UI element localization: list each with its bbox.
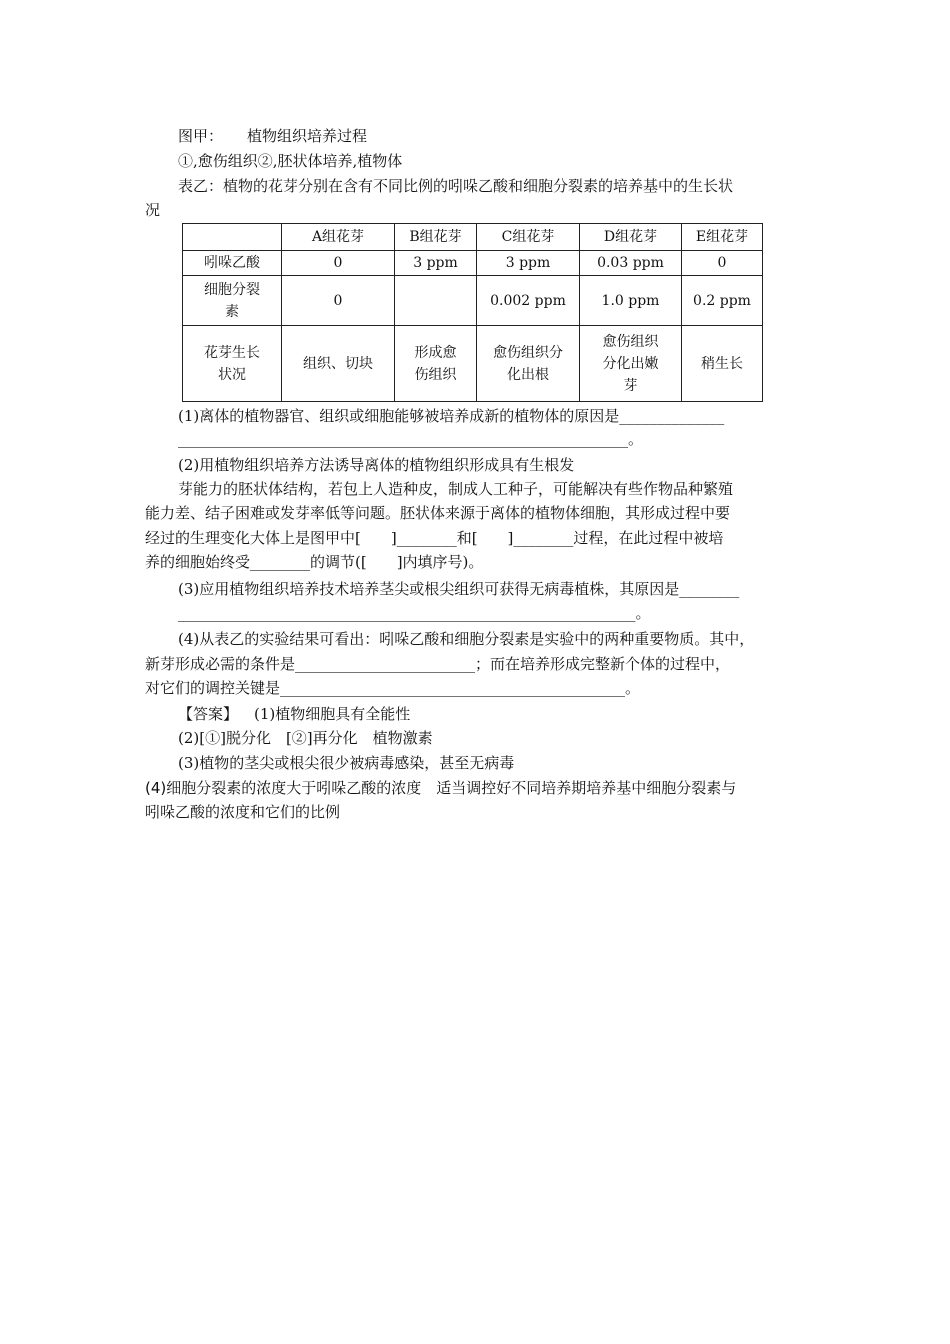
- table-cell: 0.03 ppm: [580, 251, 682, 276]
- table-header-cell: E组花芽: [682, 224, 763, 251]
- table-caption-line1: 表乙：植物的花芽分别在含有不同比例的吲哚乙酸和细胞分裂素的培养基中的生长状: [178, 177, 734, 195]
- question-4-line2: 新芽形成必需的条件是________________________；而在培养形成完整新个体的过程中，: [145, 655, 731, 673]
- question-2-line4: 经过的生理变化大体上是图甲中[ ]________和[ ]________过程，在此过程中被培: [145, 529, 724, 547]
- table-cell: 0: [682, 251, 763, 276]
- figure-title: 植物组织培养过程: [247, 127, 368, 145]
- table-row-label-line: 花芽生长: [204, 344, 260, 361]
- table-row-label-line: 细胞分裂: [204, 281, 260, 298]
- table-row-label-line: 素: [225, 303, 239, 320]
- answer-label: 【答案】: [178, 705, 239, 723]
- question-4-line3: 对它们的调控关键是______________________________________________。: [145, 679, 641, 697]
- question-3-line1: (3)应用植物组织培养技术培养茎尖或根尖组织可获得无病毒植株，其原因是________: [178, 580, 740, 598]
- data-table: [182, 223, 763, 402]
- question-1-line1: (1)离体的植物器官、组织或细胞能够被培养成新的植物体的原因是______________: [178, 407, 725, 425]
- table-row-label: 吲哚乙酸: [183, 251, 282, 276]
- figure-label: 图甲：: [178, 127, 224, 145]
- figure-caption: [178, 125, 367, 147]
- table-cell: [395, 326, 477, 402]
- table-cell: 组织、切块: [282, 326, 395, 402]
- table-cell: 0: [282, 251, 395, 276]
- answer-1: (1)植物细胞具有全能性: [254, 705, 411, 723]
- table-header-cell: [183, 224, 282, 251]
- figure-steps: ①,愈伤组织②,胚状体培养,植物体: [178, 152, 403, 170]
- table-header-row: [183, 224, 763, 251]
- table-row: [183, 276, 763, 326]
- answer-4-line2: 吲哚乙酸的浓度和它们的比例: [145, 803, 341, 821]
- question-2-line2: 芽能力的胚状体结构，若包上人造种皮，制成人工种子，可能解决有些作物品种繁殖: [178, 480, 734, 498]
- table-row-label-line: 状况: [218, 366, 246, 383]
- table-cell: [395, 276, 477, 326]
- answer-4-line1: (4)细胞分裂素的浓度大于吲哚乙酸的浓度 适当调控好不同培养期培养基中细胞分裂素与: [145, 779, 737, 797]
- table-cell-line: 愈伤组织分: [493, 344, 563, 361]
- table-cell: [580, 326, 682, 402]
- table-row: [183, 326, 763, 402]
- table-cell-line: 形成愈: [414, 344, 457, 361]
- table-header-cell: A组花芽: [282, 224, 395, 251]
- table-cell-line: 分化出嫩: [602, 355, 659, 372]
- table-cell: 3 ppm: [477, 251, 580, 276]
- question-3-line2: _____________________________________________________________。: [178, 604, 651, 622]
- table-cell: [477, 326, 580, 402]
- table-row-label: [183, 326, 282, 402]
- table-header-cell: B组花芽: [395, 224, 477, 251]
- table-cell-line: 化出根: [507, 366, 549, 383]
- table-cell-line: 伤组织: [414, 366, 457, 383]
- table-header-cell: D组花芽: [580, 224, 682, 251]
- table-cell: 0.002 ppm: [477, 276, 580, 326]
- question-2-line5: 养的细胞始终受________的调节([ ]内填序号)。: [145, 553, 484, 571]
- table-cell: 稍生长: [682, 326, 763, 402]
- table-header-cell: C组花芽: [477, 224, 580, 251]
- table-cell: 3 ppm: [395, 251, 477, 276]
- table-cell: 0.2 ppm: [682, 276, 763, 326]
- table-row-label: [183, 276, 282, 326]
- table-cell: 1.0 ppm: [580, 276, 682, 326]
- question-1-line2: ____________________________________________________________。: [178, 430, 644, 448]
- question-4-line1: (4)从表乙的实验结果可看出：吲哚乙酸和细胞分裂素是实验中的两种重要物质。其中，: [178, 630, 755, 648]
- question-2-line3: 能力差、结子困难或发芽率低等问题。胚状体来源于离体的植物体细胞，其形成过程中要: [145, 504, 731, 522]
- table-caption-line2: 况: [145, 201, 161, 219]
- question-2-line1: (2)用植物组织培养方法诱导离体的植物组织形成具有生根发: [178, 456, 575, 474]
- table-row: [183, 251, 763, 276]
- answer-line1: [178, 703, 410, 725]
- answer-3: (3)植物的茎尖或根尖很少被病毒感染，甚至无病毒: [178, 754, 515, 772]
- table-cell-line: 愈伤组织: [602, 333, 659, 350]
- table-cell: 0: [282, 276, 395, 326]
- answer-2: (2)[①]脱分化 [②]再分化 植物激素: [178, 729, 433, 747]
- table-cell-line: 芽: [623, 377, 638, 394]
